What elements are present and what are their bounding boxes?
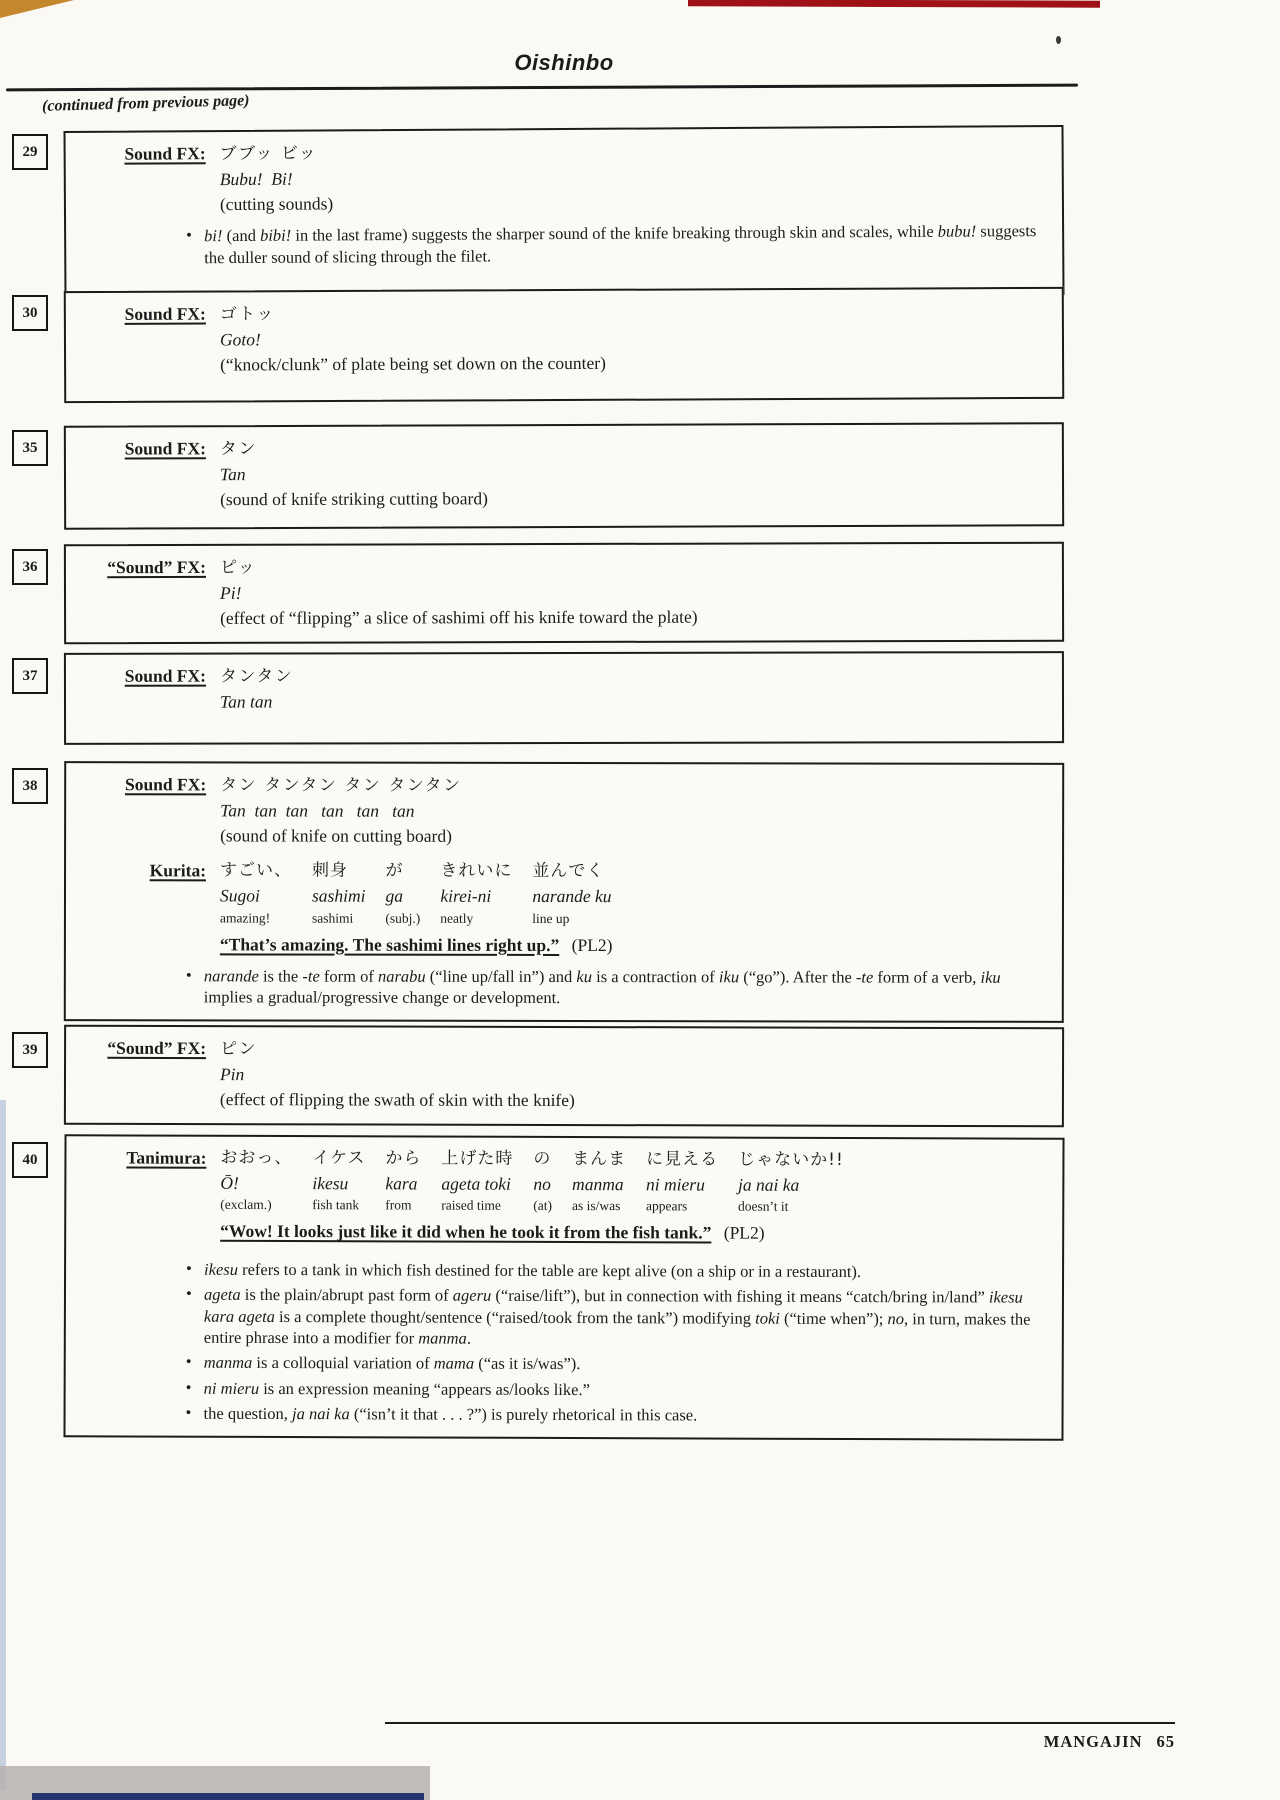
panel-number-badge bbox=[12, 295, 48, 331]
page-title: Oishinbo bbox=[514, 50, 614, 75]
speaker-label: Kurita: bbox=[149, 860, 207, 881]
word-romaji: ageta toki bbox=[441, 1173, 511, 1194]
soundfx-japanese: ピッ bbox=[219, 557, 257, 578]
entry-35 bbox=[22, 424, 1064, 528]
panel-number: 40 bbox=[22, 1151, 38, 1168]
soundfx-label: “Sound” FX: bbox=[107, 556, 206, 578]
note-bullet: • manma is a colloquial variation of mama (“as it is/was”). bbox=[184, 1352, 1044, 1376]
note-bullet: • ageta is the plain/abrupt past form of ageru (“raise/lift”), but in connection with fishing it means “catch/bring in/land” ikesu kara ageta is a complete thought/sentence (“raised/took from the tank”) modifying toki (“time when”); no, in turn, makes the entire phrase into a modifier for manma. bbox=[184, 1284, 1044, 1351]
word-romaji: manma bbox=[572, 1173, 624, 1194]
soundfx-romaji: Bubu! Bi! bbox=[219, 168, 293, 189]
panel-number-badge bbox=[12, 1032, 48, 1068]
panel-number: 29 bbox=[22, 143, 38, 160]
word-gloss: (subj.) bbox=[385, 910, 421, 926]
notes-list bbox=[184, 220, 1044, 268]
panel-number: 35 bbox=[22, 439, 38, 456]
entry-box bbox=[64, 761, 1064, 1023]
word-column bbox=[220, 1146, 292, 1216]
soundfx-japanese: タン タンタン タン タンタン bbox=[220, 775, 462, 796]
translation-text: “Wow! It looks just like it did when he took it from the fish tank.” bbox=[220, 1221, 712, 1243]
note-bullet: • ikesu refers to a tank in which fish destined for the table are kept alive (on a ship or in a restaurant). bbox=[184, 1258, 1044, 1282]
word-japanese: じゃないか!! bbox=[738, 1149, 844, 1170]
entry-box bbox=[64, 651, 1064, 745]
word-romaji: narande ku bbox=[532, 885, 612, 906]
panel-number-badge bbox=[12, 134, 48, 170]
entry-box bbox=[63, 1134, 1064, 1440]
note-bullet: • bi! (and bibi! in the last frame) suggests the sharper sound of the knife breaking through skin and scales, while bubu! suggests the duller sound of slicing through the filet. bbox=[184, 220, 1044, 268]
interlinear-gloss bbox=[220, 859, 613, 929]
word-gloss: amazing! bbox=[219, 909, 271, 926]
soundfx-romaji: Tan tan bbox=[219, 691, 273, 712]
word-japanese: おおっ、 bbox=[220, 1147, 293, 1169]
entry-30 bbox=[22, 289, 1064, 401]
panel-number-badge bbox=[12, 430, 48, 466]
scan-artifact-top-bar bbox=[688, 0, 1100, 8]
word-japanese: 上げた時 bbox=[441, 1148, 514, 1169]
panel-number: 36 bbox=[22, 558, 38, 575]
translation-line bbox=[220, 1218, 843, 1246]
word-column bbox=[441, 1147, 513, 1217]
page-number: 65 bbox=[1156, 1732, 1175, 1751]
entry-40 bbox=[22, 1136, 1064, 1439]
word-column bbox=[533, 1147, 552, 1216]
soundfx-label: Sound FX: bbox=[124, 665, 206, 686]
soundfx-description: (cutting sounds) bbox=[219, 193, 334, 215]
panel-number-badge bbox=[12, 1142, 48, 1178]
word-gloss: raised time bbox=[441, 1197, 501, 1213]
soundfx-japanese: ゴトッ bbox=[219, 304, 275, 325]
word-romaji: Sugoi bbox=[219, 885, 260, 906]
speaker-label: Tanimura: bbox=[126, 1147, 207, 1168]
entry-box bbox=[63, 125, 1064, 301]
entry-29 bbox=[22, 128, 1064, 298]
word-gloss: appears bbox=[645, 1198, 688, 1214]
scan-artifact-left-edge bbox=[0, 1100, 6, 1790]
soundfx-label: Sound FX: bbox=[124, 774, 207, 795]
entry-box bbox=[64, 542, 1064, 645]
word-romaji: ja nai ka bbox=[738, 1174, 800, 1195]
word-column bbox=[646, 1147, 718, 1217]
soundfx-romaji: Goto! bbox=[219, 328, 261, 350]
header-rule bbox=[6, 84, 1078, 92]
word-column bbox=[440, 859, 512, 929]
note-bullet: • narande is the -te form of narabu (“line up/fall in”) and ku is a contraction of iku (“go”). After the -te form of a verb, iku implies a gradual/progressive change or development. bbox=[184, 965, 1044, 1009]
word-gloss: sashimi bbox=[311, 910, 354, 926]
scan-artifact-corner bbox=[0, 0, 74, 18]
soundfx-description: (sound of knife on cutting board) bbox=[220, 825, 452, 846]
panel-number-badge bbox=[12, 549, 48, 585]
panel-number: 39 bbox=[22, 1041, 38, 1058]
word-japanese: から bbox=[385, 1148, 422, 1169]
soundfx-japanese: ピン bbox=[220, 1039, 258, 1060]
soundfx-romaji: Pi! bbox=[219, 582, 242, 603]
word-romaji: kirei-ni bbox=[440, 885, 492, 906]
word-gloss: doesn’t it bbox=[737, 1198, 789, 1214]
magazine-name: MANGAJIN bbox=[1043, 1732, 1143, 1751]
word-romaji: sashimi bbox=[311, 885, 366, 906]
soundfx-romaji: Tan tan tan tan tan tan bbox=[220, 800, 415, 821]
scan-artifact-bottom-bar bbox=[32, 1793, 424, 1800]
soundfx-label: “Sound” FX: bbox=[107, 1037, 207, 1059]
translation-line bbox=[220, 931, 613, 958]
word-column bbox=[572, 1147, 626, 1217]
panel-number: 38 bbox=[22, 777, 38, 794]
entry-box bbox=[64, 287, 1064, 403]
entry-box bbox=[64, 1025, 1064, 1128]
politeness-level: (PL2) bbox=[571, 934, 613, 955]
continued-note: (continued from previous page) bbox=[41, 92, 250, 115]
word-romaji: kara bbox=[385, 1172, 418, 1193]
word-column bbox=[385, 1146, 421, 1216]
word-romaji: ga bbox=[385, 885, 403, 906]
soundfx-romaji: Pin bbox=[219, 1063, 245, 1084]
notes-list bbox=[184, 1258, 1045, 1427]
word-japanese: 刺身 bbox=[312, 860, 349, 882]
politeness-level: (PL2) bbox=[723, 1222, 765, 1244]
interlinear-gloss bbox=[220, 1146, 844, 1218]
word-japanese: が bbox=[385, 861, 404, 882]
word-romaji: Ō! bbox=[220, 1172, 239, 1193]
soundfx-description: (effect of “flipping” a slice of sashimi off his knife toward the plate) bbox=[220, 606, 698, 628]
dialogue-block bbox=[220, 1146, 844, 1247]
word-japanese: すごい、 bbox=[220, 860, 293, 881]
soundfx-japanese: タン bbox=[219, 439, 257, 460]
soundfx-description: (“knock/clunk” of plate being set down on the counter) bbox=[220, 352, 606, 375]
soundfx-label: Sound FX: bbox=[124, 143, 206, 164]
note-bullet: • the question, ja nai ka (“isn’t it that . . . ?”) is purely rhetorical in this case. bbox=[184, 1403, 1044, 1427]
word-gloss: line up bbox=[532, 910, 570, 926]
word-japanese: イケス bbox=[312, 1148, 366, 1169]
soundfx-japanese: タンタン bbox=[219, 666, 294, 687]
word-romaji: no bbox=[533, 1173, 551, 1194]
word-column bbox=[532, 859, 611, 929]
word-japanese: 並んでく bbox=[532, 861, 605, 882]
word-japanese: に見える bbox=[646, 1149, 719, 1170]
word-column bbox=[312, 1146, 365, 1216]
panel-number-badge bbox=[12, 658, 48, 694]
translation-text: “That’s amazing. The sashimi lines right up.” bbox=[219, 934, 560, 955]
entry-37 bbox=[22, 652, 1064, 744]
word-gloss: (at) bbox=[533, 1198, 553, 1214]
word-romaji: ni mieru bbox=[646, 1173, 705, 1194]
word-column bbox=[220, 859, 292, 929]
soundfx-japanese: ブブッ ビッ bbox=[219, 143, 318, 165]
scan-mark-dot bbox=[1056, 36, 1061, 44]
word-column bbox=[738, 1148, 844, 1218]
page-footer bbox=[385, 1722, 1175, 1752]
entry-39 bbox=[22, 1026, 1064, 1126]
soundfx-romaji: Tan bbox=[219, 463, 246, 484]
soundfx-label: Sound FX: bbox=[124, 303, 206, 324]
soundfx-description: (effect of flipping the swath of skin with the knife) bbox=[219, 1089, 575, 1111]
word-japanese: まんま bbox=[572, 1149, 627, 1170]
soundfx-description: (sound of knife striking cutting board) bbox=[220, 488, 488, 510]
word-column bbox=[385, 859, 420, 928]
word-gloss: as is/was bbox=[571, 1198, 621, 1214]
note-bullet: • ni mieru is an expression meaning “appears as/looks like.” bbox=[184, 1377, 1044, 1401]
word-gloss: from bbox=[385, 1197, 412, 1213]
word-romaji: ikesu bbox=[312, 1172, 349, 1193]
soundfx-label: Sound FX: bbox=[124, 438, 206, 459]
panel-number-badge bbox=[12, 768, 48, 804]
word-column bbox=[312, 859, 366, 928]
panel-number: 30 bbox=[22, 304, 38, 321]
notes-list bbox=[184, 965, 1044, 1009]
word-gloss: neatly bbox=[440, 910, 474, 926]
panel-number: 37 bbox=[22, 667, 38, 684]
word-japanese: きれいに bbox=[440, 861, 513, 882]
entry-38 bbox=[22, 762, 1064, 1022]
entry-36 bbox=[22, 543, 1064, 643]
word-gloss: fish tank bbox=[312, 1197, 360, 1213]
word-gloss: (exclam.) bbox=[220, 1196, 272, 1213]
entry-box bbox=[64, 422, 1064, 529]
word-japanese: の bbox=[533, 1148, 552, 1169]
dialogue-block bbox=[220, 859, 613, 958]
